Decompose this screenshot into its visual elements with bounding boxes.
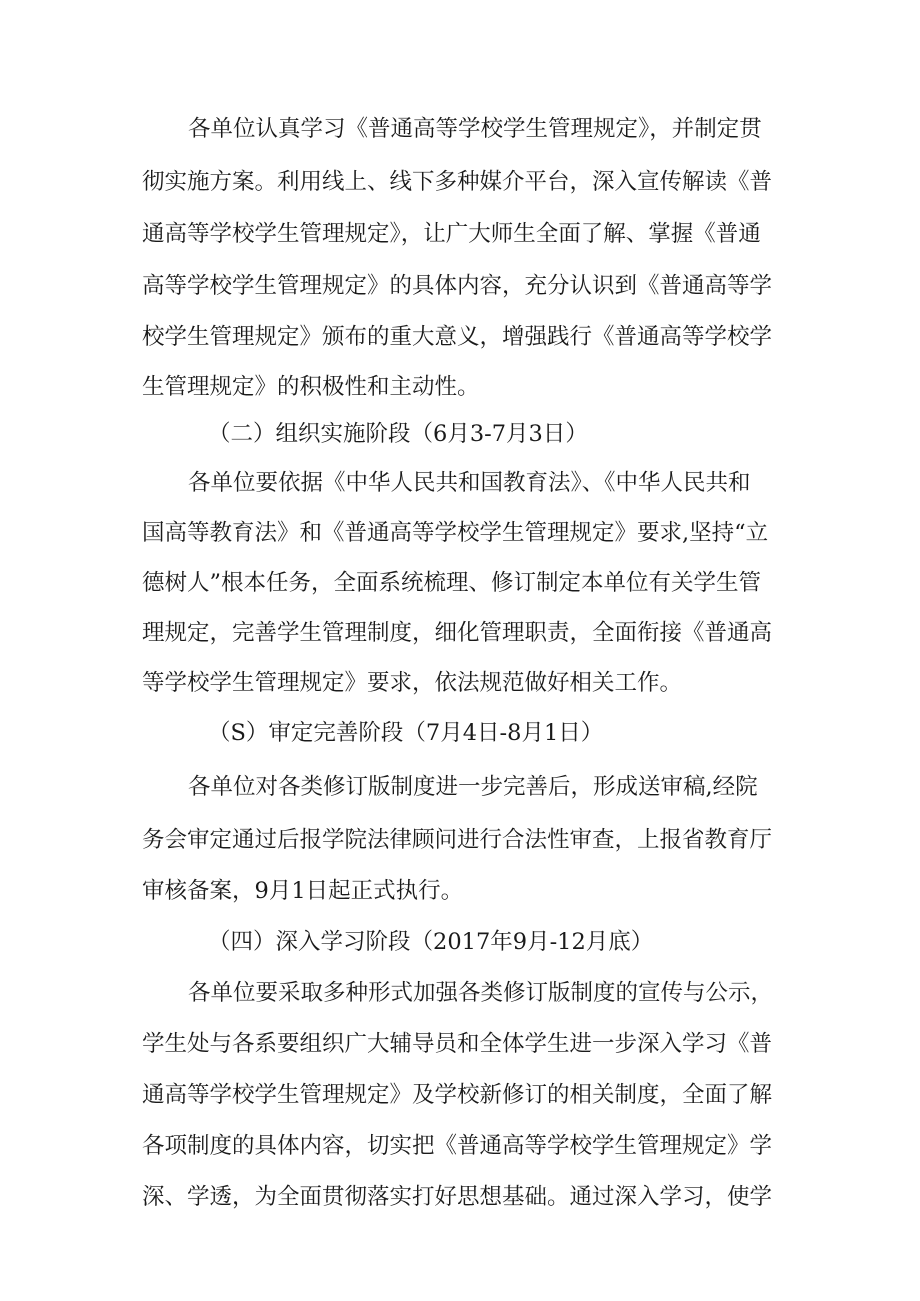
section-heading-implementation: （二）组织实施阶段（6月3-7月3日） <box>208 421 588 447</box>
paragraph-line: 生管理规定》的积极性和主动性。 <box>142 374 480 400</box>
paragraph-line: 理规定，完善学生管理制度，细化管理职责，全面衔接《普通高 <box>142 620 773 646</box>
paragraph-line: 各单位对各类修订版制度进一步完善后，形成送审稿,经院 <box>188 774 758 800</box>
paragraph-line: 各项制度的具体内容，切实把《普通高等学校学生管理规定》学 <box>142 1133 773 1159</box>
paragraph-line: 彻实施方案。利用线上、线下多种媒介平台，深入宣传解读《普 <box>142 169 773 195</box>
paragraph-line: 深、学透，为全面贯彻落实打好思想基础。通过深入学习，使学 <box>142 1184 773 1210</box>
paragraph-line: 通高等学校学生管理规定》，让广大师生全面了解、掌握《普通 <box>142 221 761 247</box>
paragraph-line: 高等学校学生管理规定》的具体内容，充分认识到《普通高等学 <box>142 273 773 299</box>
paragraph-line: 校学生管理规定》颁布的重大意义，增强践行《普通高等学校学 <box>142 324 773 350</box>
paragraph-line: 国高等教育法》和《普通高等学校学生管理规定》要求,坚持“立 <box>142 520 769 546</box>
paragraph-line: 各单位认真学习《普通高等学校学生管理规定》，并制定贯 <box>188 116 762 142</box>
paragraph-line: 等学校学生管理规定》要求，依法规范做好相关工作。 <box>142 670 683 696</box>
paragraph-line: 学生处与各系要组织广大辅导员和全体学生进一步深入学习《普 <box>142 1031 773 1057</box>
section-heading-review: （S）审定完善阶段（7月4日-8月1日） <box>208 720 604 746</box>
section-heading-study: （四）深入学习阶段（2017年9月-12月底） <box>208 929 654 955</box>
paragraph-line: 德树人”根本任务，全面系统梳理、修订制定本单位有关学生管 <box>142 570 762 596</box>
paragraph-line: 务会审定通过后报学院法律顾问进行合法性审查，上报省教育厅 <box>142 827 773 853</box>
paragraph-line: 各单位要采取多种形式加强各类修订版制度的宣传与公示， <box>188 980 774 1006</box>
paragraph-line: 通高等学校学生管理规定》及学校新修订的相关制度，全面了解 <box>142 1082 773 1108</box>
paragraph-line: 各单位要依据《中华人民共和国教育法》、《中华人民共和 <box>188 470 751 496</box>
paragraph-line: 审核备案，9月1日起正式执行。 <box>142 878 464 904</box>
